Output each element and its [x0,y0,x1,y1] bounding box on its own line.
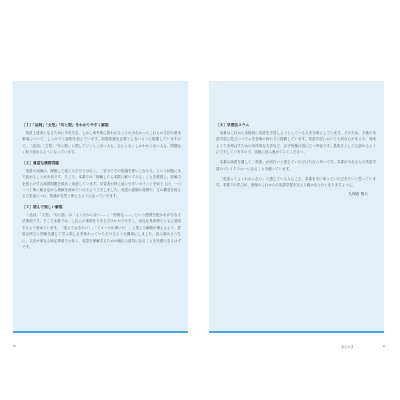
section-4 [216,123,376,197]
running-footer-label: まえがき [341,345,354,349]
section-paragraph: 本書の演習を通して「英語」が面白いと感じていただけたなら幸いです。本書がみなさんの英語学習のブレイクスルーになることを願っています。 [216,160,376,171]
section-body: 「品詞」「文型」「句と節」は「よくわからない……」「面倒な……」という感情を抱かれがちな文法事項です。そこで本書では、これらの事項をできるだけわかりやすく、身近な具体例とともに説明するよう努めています。「覚えておきたい！」「イメージが湧いた！」と思える瞬間が増えるよう、豊富な例文と図解を通じて学ぶ楽しさを味わっていただけるような構成にしました。読み進めるうちに、文法が単なる暗記事項ではなく、英語を理解するための頼れる道具になることを実感できるはずです。 [22,213,181,250]
section-paragraph: 本書はこれから本格的に英語を学習しようとしている人を対象にしています。そのため、今後の英語学習に役立つコラムを各章の終わりに掲載しています。英語学習において大切な心がまえや、効率よく力を伸ばすための具体的な方法など、必ず皆様の役に立つ内容です。息抜きとしても読めるように工夫していますので、気軽に読み進めてみてください。 [216,131,376,155]
section-3 [22,205,181,250]
page-number-left: iv [13,344,16,348]
section-heading: ［４］学習法コラム [216,123,250,127]
section-body: 英語の知識は、理解して覚えるだけではなく、「自分でその知識を使いこなせる」という状態にまで高めることが大切です。そこで、本書では「理解したら実際に解いてみる」ことを重視し、読解力を底上げする演習問題を数多く用意しています。学習者が特に迷いやすいポイントを取り上げ、一つ一つ丁寧に解きながら理解を深めていけるよう工夫しました。英語の語順の規則や、文の構造を捉える力を身につけ、知識が自然と使えるようになっていきます。 [22,168,181,199]
author-signature: 久保田 智大 [348,192,368,197]
right-page [209,81,384,333]
section-heading: ［１］「品詞」「文型」「句と節」をわかりやすく解説 [22,123,109,127]
section-heading: ［３］読んで楽しい解説 [22,205,63,210]
right-page-content [216,123,376,197]
section-2 [22,161,181,200]
page-number-right: v [383,344,385,348]
left-page-content [22,123,181,256]
section-heading: ［２］豊富な演習問題 [22,160,59,165]
section-paragraph: 「英語ってよくわからない」と感じている人にこそ、本書を手に取っていただきたいと思っています。本書での学びが、皆様のこれからの英語学習を支える確かな土台となりますように。 [216,176,376,188]
section-body: 英語上達者になるために不可欠な、しかし案外的に扱われることの少なかったこれらの文法の基本事項について、しっかりと説明を加えています。前提知識を必要としないように配慮していますので、「品詞」「文型」「句と節」に関してピンとこない人も、なんとなくしかわからない人も、問題なく取り組めるようになっています。 [22,131,181,155]
section-1 [22,123,181,156]
left-page [13,81,188,333]
